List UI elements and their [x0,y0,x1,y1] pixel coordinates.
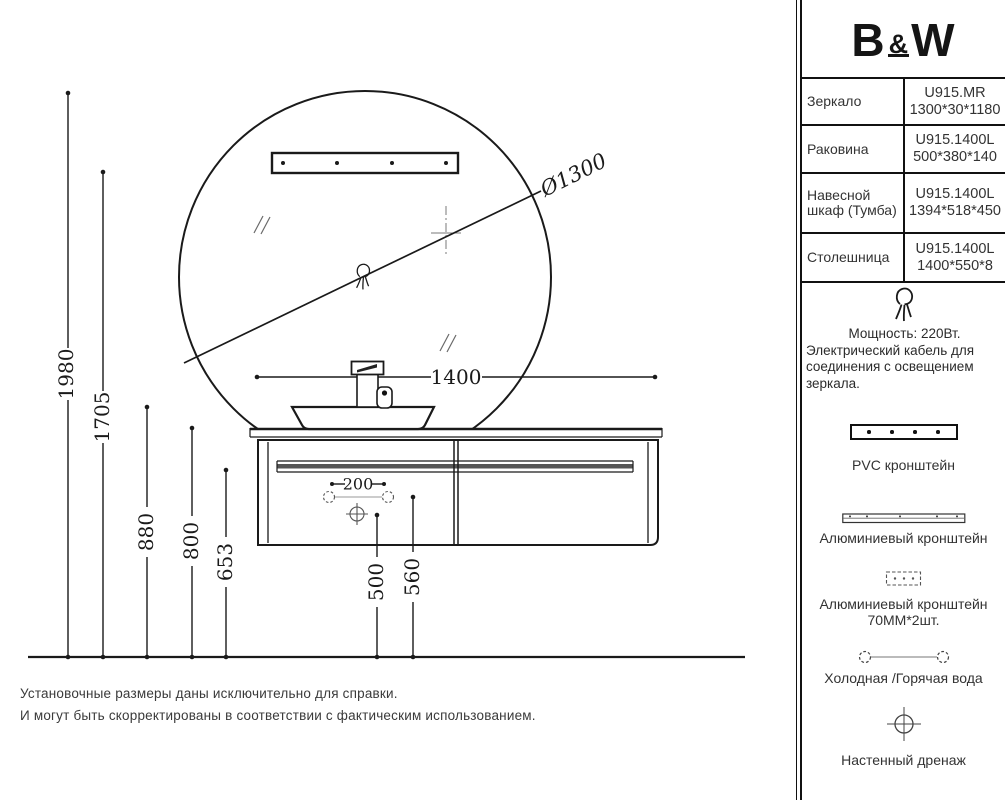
spec-code: U915.1400L [915,132,995,148]
power-note-line: Электрический кабель для [806,342,975,358]
spec-row-sink [800,126,1005,174]
dim-1980: 1980 [54,348,78,400]
spec-label: Навесной шкаф (Тумба) [800,174,905,232]
footnote-line-1: Установочные размеры даны исключительно для справки. [20,686,398,701]
power-note-line: Мощность: 220Вт. [848,326,961,341]
panel-border-thin [796,0,797,800]
dim-diameter-label: Ø1300 [536,148,611,202]
diameter-dimension [184,148,610,363]
spec-label: Зеркало [800,79,905,124]
center-marker-icon [431,206,461,254]
spec-code: U915.MR [924,84,986,101]
dim-200: 200 [342,474,374,494]
pvc-bracket-label: PVC кронштейн [852,457,955,473]
mirror-light-bar [272,153,458,173]
dim-560: 560 [400,557,424,597]
brand-letter-b: B [851,14,886,66]
pvc-bracket-icon [802,424,1005,440]
spec-size: 1394*518*450 [909,203,1001,219]
aluminum-bracket-icon [802,513,1005,524]
spec-label: Раковина [800,126,905,172]
vessel-sink [292,407,434,429]
brand-logo [802,8,1005,72]
drain-icon [802,704,1005,744]
power-note [806,326,1003,392]
spec-row-mirror [800,79,1005,126]
dim-1705: 1705 [90,391,114,443]
dim-653: 653 [213,542,237,582]
power-cable-icon [802,286,1005,324]
power-note-line: зеркала. [806,375,860,391]
spec-table [800,77,1005,283]
spec-code: U915.1400L [915,186,995,202]
dim-500: 500 [364,562,388,602]
footnote [20,683,536,727]
dim-880: 880 [134,512,158,552]
aluminum-bracket-70-line1: Алюминиевый кронштейн [819,596,988,612]
spec-size: 500*380*140 [913,149,997,165]
dim-1400: 1400 [430,365,482,389]
water-label: Холодная /Горячая вода [824,670,983,686]
glass-hatch-icon [254,216,456,352]
water-icon [802,648,1005,666]
dim-800: 800 [179,521,203,561]
drain-label: Настенный дренаж [841,752,966,768]
footnote-line-2: И могут быть скорректированы в соответствии с фактическим использованием. [20,708,536,723]
brand-ampersand: & [888,28,909,59]
spec-label: Столешница [800,234,905,281]
aluminum-bracket-label: Алюминиевый кронштейн [819,530,988,546]
spec-panel [796,0,1005,800]
vanity-cabinet [258,440,658,545]
brand-letter-w: W [911,14,956,66]
spec-code: U915.1400L [915,240,995,257]
spec-row-countertop [800,234,1005,283]
power-note-line: соединения с освещением [806,359,974,374]
aluminum-bracket-70-icon [802,570,1005,587]
spec-size: 1400*550*8 [917,257,993,274]
faucet [352,362,393,409]
spec-size: 1300*30*1180 [909,101,1001,118]
aluminum-bracket-70-line2: 70ММ*2шт. [867,612,940,628]
aluminum-bracket-70-label [802,596,1005,628]
spec-row-cabinet [800,174,1005,234]
